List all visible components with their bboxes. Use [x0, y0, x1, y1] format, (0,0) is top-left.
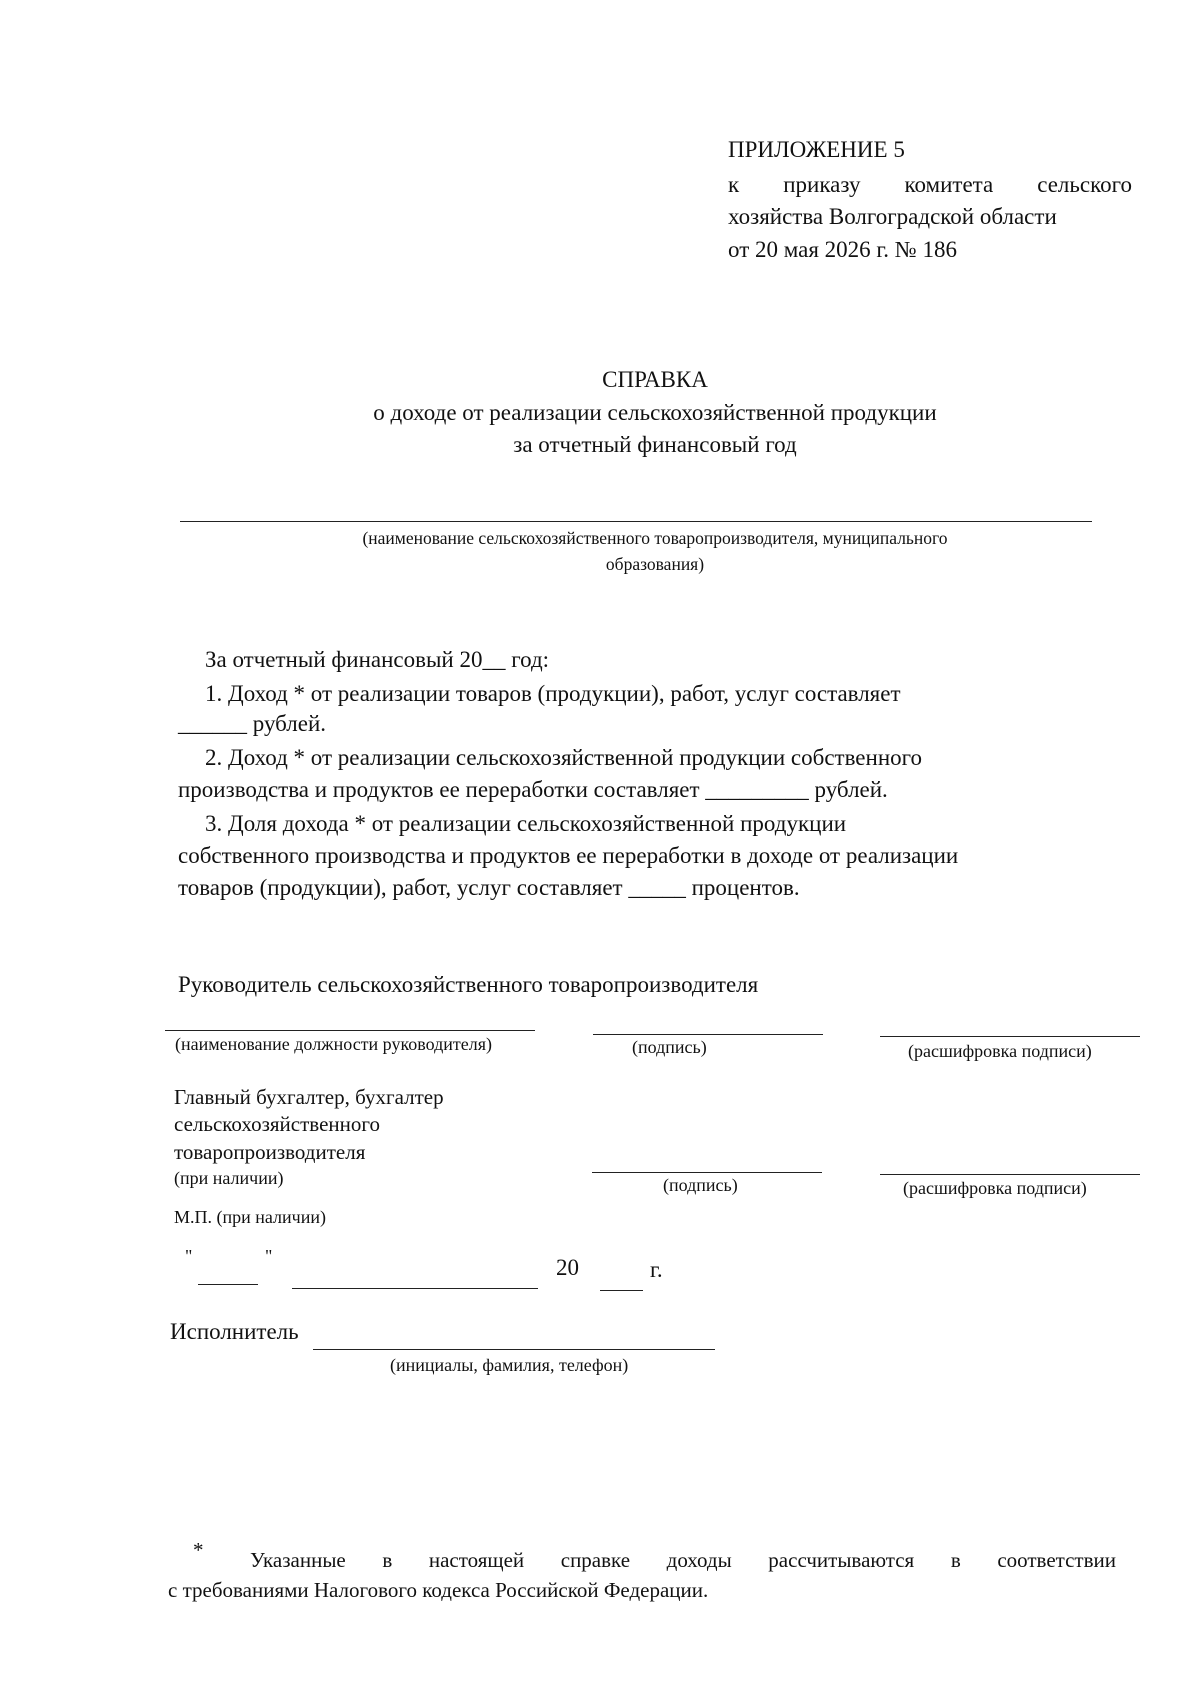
order-word: комитета — [904, 172, 994, 197]
signature-caption: (подпись) — [632, 1037, 707, 1057]
date-year-prefix: 20 — [556, 1255, 579, 1280]
executor-line — [313, 1349, 715, 1350]
order-line-1 — [728, 172, 1132, 198]
signature-line — [593, 1034, 823, 1035]
item-3-line-3: товаров (продукции), работ, услуг составляет _____ процентов. — [178, 875, 800, 900]
organization-caption-1: (наименование сельскохозяйственного товаропроизводителя, муниципального — [362, 528, 948, 548]
decoding-line-2 — [880, 1174, 1140, 1175]
order-word: сельского — [1037, 172, 1132, 197]
report-intro: За отчетный финансовый 20__ год: — [205, 647, 550, 672]
item-2-line-2: производства и продуктов ее переработки составляет _________ рублей. — [178, 777, 888, 802]
organization-caption-2: образования) — [605, 554, 705, 574]
footnote-word: Указанные — [250, 1548, 346, 1572]
accountant-line-3: товаропроизводителя — [174, 1140, 366, 1164]
order-line-3: от 20 мая 2026 г. № 186 — [728, 237, 957, 262]
date-day-line — [198, 1284, 258, 1285]
decoding-caption: (расшифровка подписи) — [908, 1041, 1092, 1061]
footnote-word: в — [382, 1548, 393, 1572]
decoding-caption-2: (расшифровка подписи) — [903, 1178, 1087, 1198]
signature-caption-2: (подпись) — [663, 1175, 738, 1195]
accountant-line-2: сельскохозяйственного — [174, 1112, 380, 1136]
decoding-line — [880, 1036, 1140, 1037]
item-2-line-1: 2. Доход * от реализации сельскохозяйственной продукции собственного — [205, 745, 922, 770]
order-word: приказу — [783, 172, 861, 197]
item-1-line-1: 1. Доход * от реализации товаров (продукции), работ, услуг составляет — [205, 681, 901, 706]
date-year-suffix: г. — [650, 1257, 663, 1282]
footnote-word: соответствии — [997, 1548, 1116, 1572]
executor-label: Исполнитель — [170, 1319, 299, 1344]
document-subtitle-1: о доходе от реализации сельскохозяйственной продукции — [373, 400, 937, 425]
accountant-note: (при наличии) — [174, 1168, 284, 1188]
date-quote-close: " — [265, 1246, 273, 1266]
appendix-title: ПРИЛОЖЕНИЕ 5 — [728, 137, 905, 162]
document-subtitle-2: за отчетный финансовый год — [513, 432, 797, 457]
footnote-word: доходы — [666, 1548, 732, 1572]
signature-line-2 — [592, 1172, 822, 1173]
stamp-label: М.П. (при наличии) — [174, 1207, 326, 1227]
date-year-line — [600, 1290, 643, 1291]
footnote-word: справке — [560, 1548, 631, 1572]
order-line-2: хозяйства Волгоградской области — [728, 204, 1057, 229]
date-quote-open: " — [185, 1246, 193, 1266]
organization-name-line — [180, 521, 1092, 522]
item-1-line-2: ______ рублей. — [178, 711, 327, 736]
footnote-star: * — [193, 1538, 204, 1562]
date-month-line — [292, 1288, 538, 1289]
executor-caption: (инициалы, фамилия, телефон) — [390, 1355, 629, 1375]
footnote-line-1 — [250, 1548, 1116, 1573]
order-word: к — [728, 172, 740, 197]
footnote-word: в — [950, 1548, 961, 1572]
item-3-line-1: 3. Доля дохода * от реализации сельскохозяйственной продукции — [205, 811, 847, 836]
head-title: Руководитель сельскохозяйственного товаропроизводителя — [178, 972, 759, 997]
position-line — [165, 1030, 535, 1031]
footnote-word: рассчитываются — [768, 1548, 915, 1572]
item-3-line-2: собственного производства и продуктов ее переработки в доходе от реализации — [178, 843, 959, 868]
position-caption: (наименование должности руководителя) — [175, 1034, 493, 1054]
footnote-word: настоящей — [428, 1548, 525, 1572]
footnote-line-2: с требованиями Налогового кодекса Российской Федерации. — [168, 1578, 709, 1602]
document-title: СПРАВКА — [602, 367, 708, 392]
accountant-line-1: Главный бухгалтер, бухгалтер — [174, 1085, 444, 1109]
